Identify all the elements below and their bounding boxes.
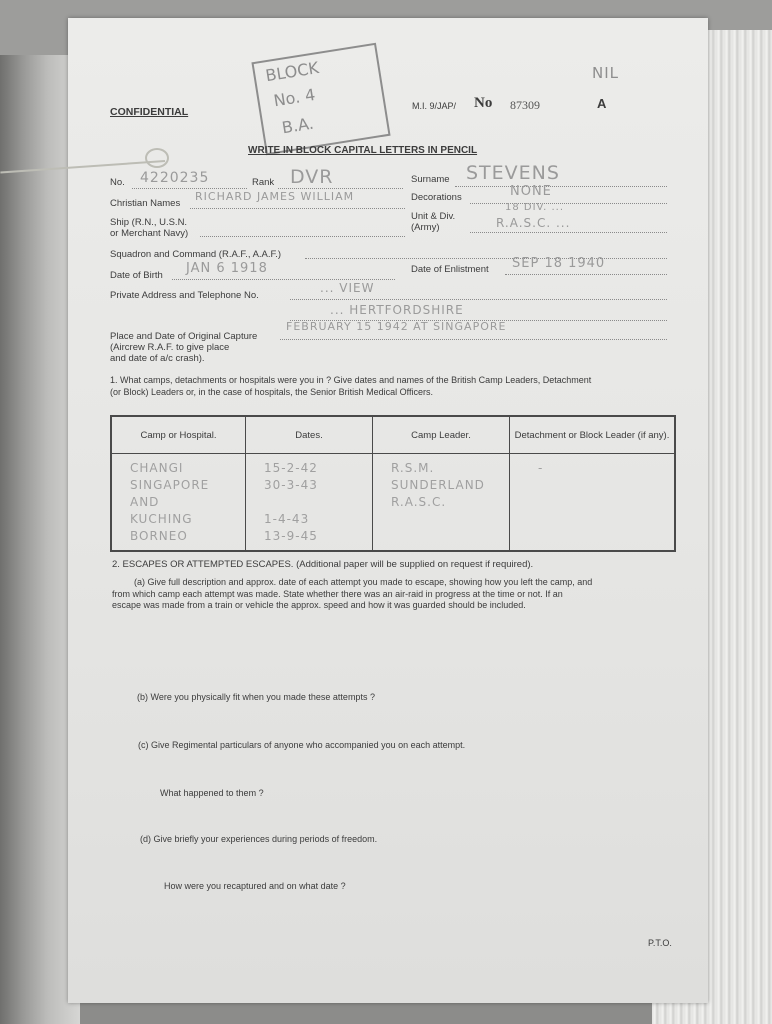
confidential-label: CONFIDENTIAL (110, 106, 189, 118)
question-2d: (d) Give briefly your experiences during periods of freedom. (140, 834, 378, 844)
camp-cell: CHANGI SINGAPORE AND KUCHING BORNEO (130, 461, 210, 543)
camp-table (110, 415, 676, 552)
dob-value: JAN 6 1918 (186, 261, 268, 276)
capture-label-3: and date of a/c crash). (110, 353, 205, 364)
unit-value-1: 18 DIV. ... (505, 202, 564, 213)
question-2-heading: 2. ESCAPES OR ATTEMPTED ESCAPES. (Additional paper will be supplied on request if required). (112, 559, 534, 570)
unit-line (470, 232, 667, 233)
address-label: Private Address and Telephone No. (110, 290, 259, 301)
no-line (132, 188, 247, 189)
address-value-1: ... VIEW (320, 281, 375, 295)
surname-value: STEVENS (466, 162, 560, 184)
detachment-cell: - (538, 461, 544, 475)
christian-names-label: Christian Names (110, 198, 181, 209)
question-2c-followup: What happened to them ? (160, 788, 264, 798)
form-heading: WRITE IN BLOCK CAPITAL LETTERS IN PENCIL (248, 145, 478, 156)
string-knot (145, 148, 169, 168)
unit-label-1: Unit & Div. (411, 211, 456, 222)
capture-label-1: Place and Date of Original Capture (110, 331, 258, 342)
no-value: 4220235 (140, 170, 210, 186)
unit-label-2: (Army) (411, 222, 440, 233)
dob-line (172, 279, 395, 280)
pto-label: P.T.O. (648, 938, 672, 948)
ship-line (200, 236, 405, 237)
capture-label-2: (Aircrew R.A.F. to give place (110, 342, 230, 353)
squadron-line (305, 258, 667, 259)
question-1-line-1: 1. What camps, detachments or hospitals were you in ? Give dates and names of the British Camp Leaders, Detachment (110, 375, 592, 385)
table-row (111, 454, 675, 552)
rank-line (278, 188, 403, 189)
no-label: No. (110, 177, 125, 188)
dates-cell: 15-2-42 30-3-43 1-4-43 13-9-45 (264, 461, 318, 543)
serial-suffix: A (597, 96, 607, 111)
enlistment-value: SEP 18 1940 (512, 256, 606, 271)
capture-value: FEBRUARY 15 1942 AT SINGAPORE (286, 320, 507, 333)
dob-label: Date of Birth (110, 270, 163, 281)
rank-value: DVR (290, 166, 334, 188)
block-stamp (251, 43, 390, 156)
ship-label-1: Ship (R.N., U.S.N. (110, 217, 188, 228)
camp-leader-header: Camp Leader. (373, 416, 510, 454)
detachment-header: Detachment or Block Leader (if any). (510, 416, 676, 454)
form-reference: M.I. 9/JAP/ (412, 101, 457, 111)
christian-line (190, 208, 405, 209)
squadron-label: Squadron and Command (R.A.F., A.A.F.) (110, 249, 282, 260)
stamp-line-1: BLOCK (264, 58, 321, 86)
enlistment-label: Date of Enlistment (411, 264, 489, 275)
address-value-2: ... HERTFORDSHIRE (330, 303, 464, 317)
stamp-line-3: B.A. (280, 113, 315, 138)
dates-header: Dates. (246, 416, 373, 454)
decorations-line (470, 203, 667, 204)
rank-label: Rank (252, 177, 275, 188)
unit-value-2: R.A.S.C. ... (496, 216, 571, 230)
serial-number: 87309 (510, 98, 540, 112)
question-2a-line-2: from which camp each attempt was made. State whether there was an air-raid in progress at the time or not. If an (112, 589, 563, 599)
decorations-value: NONE (510, 184, 552, 199)
question-2a-line-1: (a) Give full description and approx. date of each attempt you made to escape, showing how you left the camp, and (134, 577, 593, 587)
stamp-line-2: No. 4 (272, 84, 317, 111)
number-label: No (474, 95, 493, 111)
surname-line (455, 186, 667, 187)
question-2b: (b) Were you physically fit when you made these attempts ? (137, 692, 375, 702)
question-2d-followup: How were you recaptured and on what date ? (164, 881, 346, 891)
surname-label: Surname (411, 174, 450, 185)
enlistment-line (505, 274, 667, 275)
address-line-1 (290, 299, 667, 300)
capture-line (280, 339, 667, 340)
question-2a-line-3: escape was made from a train or vehicle the approx. speed and how it was guarded should be included. (112, 600, 526, 610)
question-2c: (c) Give Regimental particulars of anyone who accompanied you on each attempt. (138, 740, 466, 750)
decorations-label: Decorations (411, 192, 462, 203)
christian-names-value: RICHARD JAMES WILLIAM (195, 190, 355, 203)
nil-annotation: NIL (592, 64, 620, 82)
leader-cell: R.S.M. SUNDERLAND R.A.S.C. (391, 461, 485, 509)
question-1-line-2: (or Block) Leaders or, in the case of hospitals, the Senior British Medical Officers. (110, 387, 433, 397)
camp-header: Camp or Hospital. (111, 416, 246, 454)
ship-label-2: or Merchant Navy) (110, 228, 189, 239)
